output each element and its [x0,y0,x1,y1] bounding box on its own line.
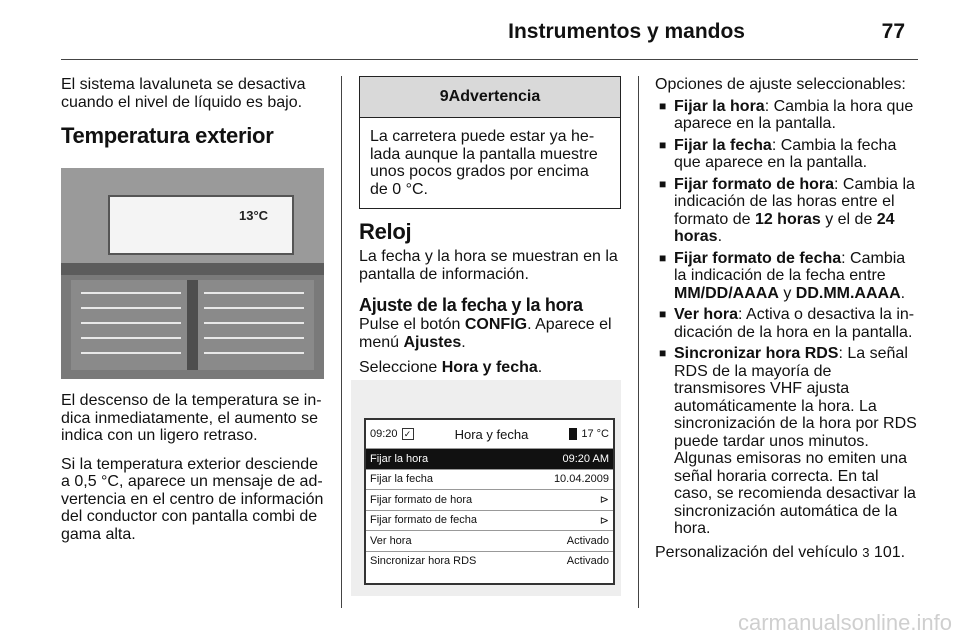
menu-item-time-format[interactable]: Fijar formato de hora ⊳ [366,489,613,510]
list-item: ■ Fijar formato de fecha: Cambia la indicación de la fecha entre MM/DD/AAAA y DD.MM.AAAA. [655,250,920,303]
check-icon: ✓ [402,428,414,440]
warning-title: Advertencia [448,88,541,106]
column-1 [61,76,325,149]
paragraph-select: Seleccione Hora y fecha. [359,359,543,376]
dashboard-illustration [61,168,324,379]
temperature-reading: 13°C [239,208,269,223]
menu-item-rds-sync[interactable]: Sincronizar hora RDS Activado [366,551,613,572]
header-rule [61,59,918,60]
display-title: Hora y fecha [454,426,529,442]
section-heading-clock: Reloj [359,219,412,244]
display-temperature: 17 °C [581,428,609,440]
dashboard-photo [61,168,324,379]
menu-item-set-time[interactable]: Fijar la hora 09:20 AM [366,448,613,469]
paragraph-temp-1: El descenso de la temperatura se indica inmediatamente, el aumento se indica con un ligero retraso. [61,392,322,444]
options-list [655,98,920,538]
phone-icon [569,428,577,440]
display-top-bar [366,420,613,448]
column-3 [655,76,920,572]
intro-text: El sistema lavaluneta se desactiva cuando el nivel de líquido es bajo. [61,76,306,111]
list-item: ■ Fijar la fecha: Cambia la fecha que aparece en la pantalla. [655,137,920,172]
display-time: 09:20 [370,428,398,440]
list-item: ■ Ver hora: Activa o desactiva la indicación de la hora en la pantalla. [655,306,920,341]
column-divider-2 [638,76,639,608]
paragraph-temp-2: Si la temperatura exterior desciende a 0,5 °C, aparece un mensaje de advertencia en el centro de información del conductor con pantalla combi de gama alta. [61,455,324,543]
menu-item-show-time[interactable]: Ver hora Activado [366,530,613,551]
arrow-right-icon: ⊳ [599,494,609,507]
section-heading-temperature: Temperatura exterior [61,123,274,148]
reference-arrow-icon: 3 [862,544,870,560]
options-intro: Opciones de ajuste seleccionables: [655,76,906,93]
clock-intro: La fecha y la hora se muestran en la pantalla de información. [359,248,618,283]
page-number: 77 [881,20,905,43]
warning-text: La carretera puede estar ya helada aunque la pantalla muestre unos pocos grados por encima de 0 °C. [370,128,598,198]
menu-item-set-date[interactable]: Fijar la fecha 10.04.2009 [366,469,613,490]
info-display [364,418,615,585]
page-title: Instrumentos y mandos [508,20,745,43]
watermark: carmanualsonline.info [737,610,952,635]
list-item: ■ Fijar formato de hora: Cambia la indicación de las horas entre el formato de 12 horas y el de 24 horas. [655,176,920,246]
list-item: ■ Fijar la hora: Cambia la hora que aparece en la pantalla. [655,98,920,133]
display-screenshot [351,380,621,596]
list-item: ■ Sincronizar hora RDS: La señal RDS de la mayoría de transmisores VHF ajusta automáticamente la hora. La sincronización de la hora por RDS puede tardar unos minutos. Algunas emisoras no emiten una señal horaria correcta. En tal caso, se recomienda desactivar la sincronización automática de la hora. [655,345,920,538]
column-divider-1 [341,76,342,608]
column-2 [359,76,621,388]
warning-header [360,77,620,118]
cross-reference: Personalización del vehículo 3 101. [655,543,906,561]
menu-item-date-format[interactable]: Fijar formato de fecha ⊳ [366,510,613,531]
arrow-right-icon: ⊳ [599,514,609,527]
subheading-set-date-time: Ajuste de la fecha y la hora [359,295,583,315]
column-1-lower [61,392,325,554]
warning-box [359,76,621,209]
paragraph-config: Pulse el botón CONFIG. Aparece el menú Ajustes. [359,316,612,351]
warning-icon: 9 [439,88,449,106]
